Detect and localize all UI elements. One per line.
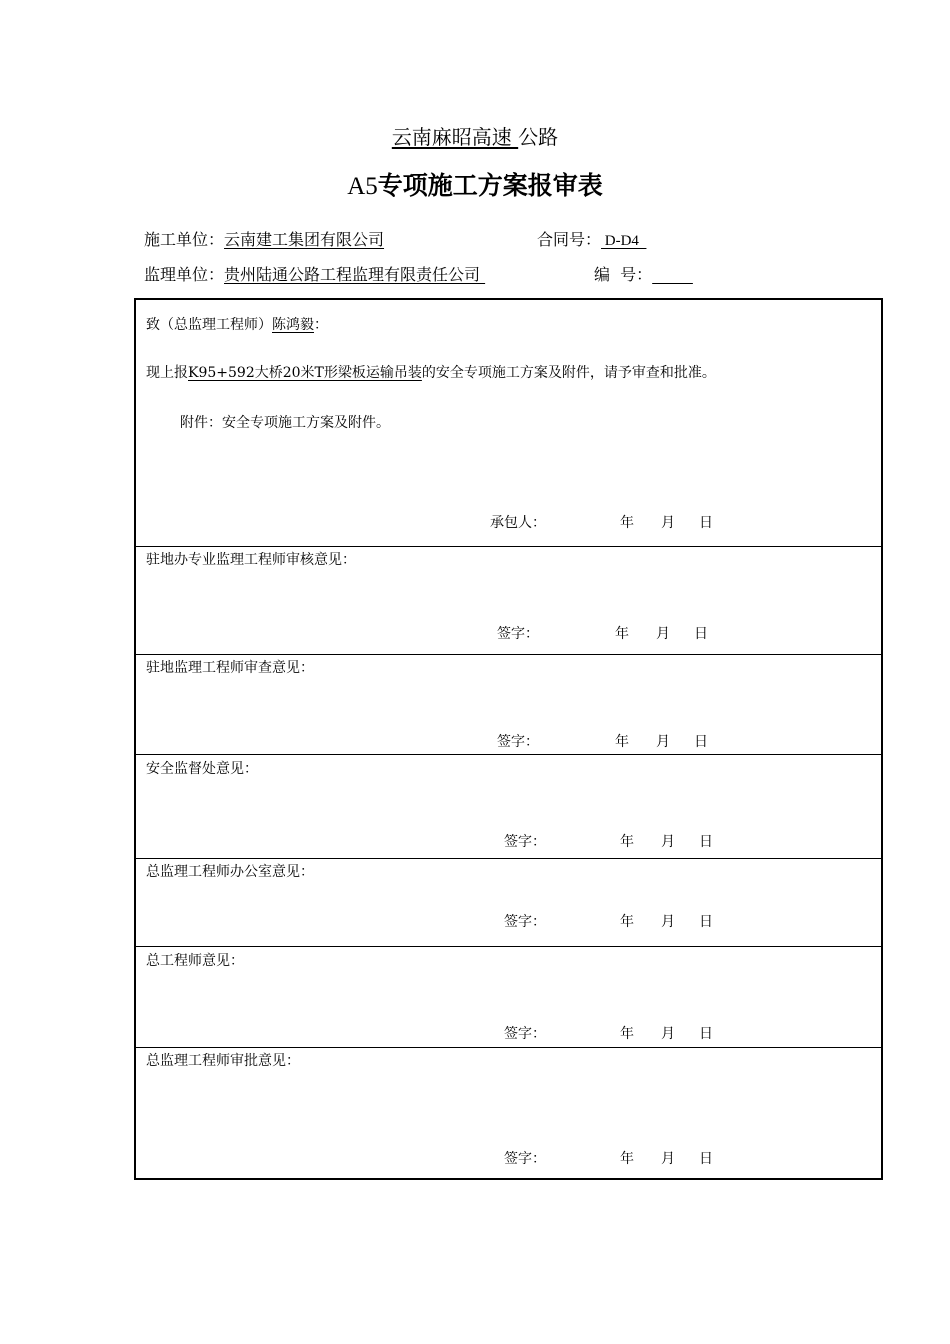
contract-no-value: D-D4 — [601, 233, 647, 249]
day-label: 日 — [694, 626, 708, 642]
contractor-label: 施工单位： — [144, 230, 225, 249]
month-label: 月 — [656, 734, 670, 750]
contractor-sign-label: 承包人： — [490, 515, 546, 531]
contract-no-row — [537, 229, 646, 252]
year-label: 年 — [620, 1151, 634, 1167]
section-title: 总工程师意见： — [146, 953, 244, 969]
month-label: 月 — [661, 834, 675, 850]
section-title: 安全监督处意见： — [146, 761, 258, 777]
section-title: 总监理工程师办公室意见： — [146, 864, 314, 880]
serial-value — [652, 264, 712, 286]
submission-section — [136, 300, 881, 546]
contractor-row — [144, 229, 384, 251]
sign-label: 签字： — [504, 1026, 546, 1042]
attachment-line: 附件：安全专项施工方案及附件。 — [180, 415, 390, 431]
month-label: 月 — [661, 1151, 675, 1167]
body-prefix: 现上报 — [146, 365, 188, 381]
road-name: 云南麻昭高速 — [391, 125, 519, 149]
form-name: 专项施工方案报审表 — [377, 171, 603, 200]
serial-label: 编 号： — [594, 265, 653, 284]
form-title — [0, 168, 950, 205]
year-label: 年 — [620, 834, 634, 850]
chief-approval-section — [136, 1047, 881, 1178]
sign-label: 签字： — [504, 914, 546, 930]
form-code: A5 — [347, 173, 378, 200]
year-label: 年 — [615, 734, 629, 750]
safety-office-section — [136, 754, 881, 858]
resident-specialist-section — [136, 546, 881, 654]
approval-form-table — [134, 298, 883, 1180]
body-suffix: 的安全专项施工方案及附件，请予审查和批准。 — [421, 365, 716, 381]
project-name: K95+592大桥20米T形梁板运输吊装 — [188, 365, 422, 381]
addressee-suffix: ： — [314, 317, 328, 333]
road-suffix: 公路 — [518, 125, 559, 149]
year-label: 年 — [615, 626, 629, 642]
supervisor-label: 监理单位： — [144, 265, 225, 284]
day-label: 日 — [699, 834, 713, 850]
addressee-line — [146, 315, 328, 335]
month-label: 月 — [661, 1026, 675, 1042]
sign-label: 签字： — [497, 734, 539, 750]
sign-label: 签字： — [497, 626, 539, 642]
section-title: 总监理工程师审批意见： — [146, 1053, 300, 1069]
serial-row — [594, 264, 712, 286]
addressee-prefix: 致（总监理工程师） — [146, 317, 272, 333]
day-label: 日 — [694, 734, 708, 750]
chief-office-section — [136, 858, 881, 946]
day-label: 日 — [699, 1026, 713, 1042]
year-label: 年 — [620, 914, 634, 930]
contractor-value: 云南建工集团有限公司 — [224, 230, 385, 249]
section-title: 驻地监理工程师审查意见： — [146, 660, 314, 676]
sign-label: 签字： — [504, 1151, 546, 1167]
chief-engineer-name: 陈鸿毅 — [272, 317, 314, 333]
road-title — [0, 123, 950, 151]
supervisor-value: 贵州陆通公路工程监理有限责任公司 — [224, 265, 486, 284]
month-label: 月 — [661, 515, 675, 531]
chief-engineer-section — [136, 946, 881, 1047]
submission-body — [146, 363, 716, 383]
day-label: 日 — [699, 914, 713, 930]
month-label: 月 — [661, 914, 675, 930]
day-label: 日 — [699, 1151, 713, 1167]
year-label: 年 — [620, 515, 634, 531]
year-label: 年 — [620, 1026, 634, 1042]
day-label: 日 — [699, 515, 713, 531]
sign-label: 签字： — [504, 834, 546, 850]
month-label: 月 — [656, 626, 670, 642]
section-title: 驻地办专业监理工程师审核意见： — [146, 552, 356, 568]
resident-engineer-section — [136, 654, 881, 754]
supervisor-row — [144, 264, 485, 286]
contract-no-label: 合同号： — [537, 230, 602, 249]
